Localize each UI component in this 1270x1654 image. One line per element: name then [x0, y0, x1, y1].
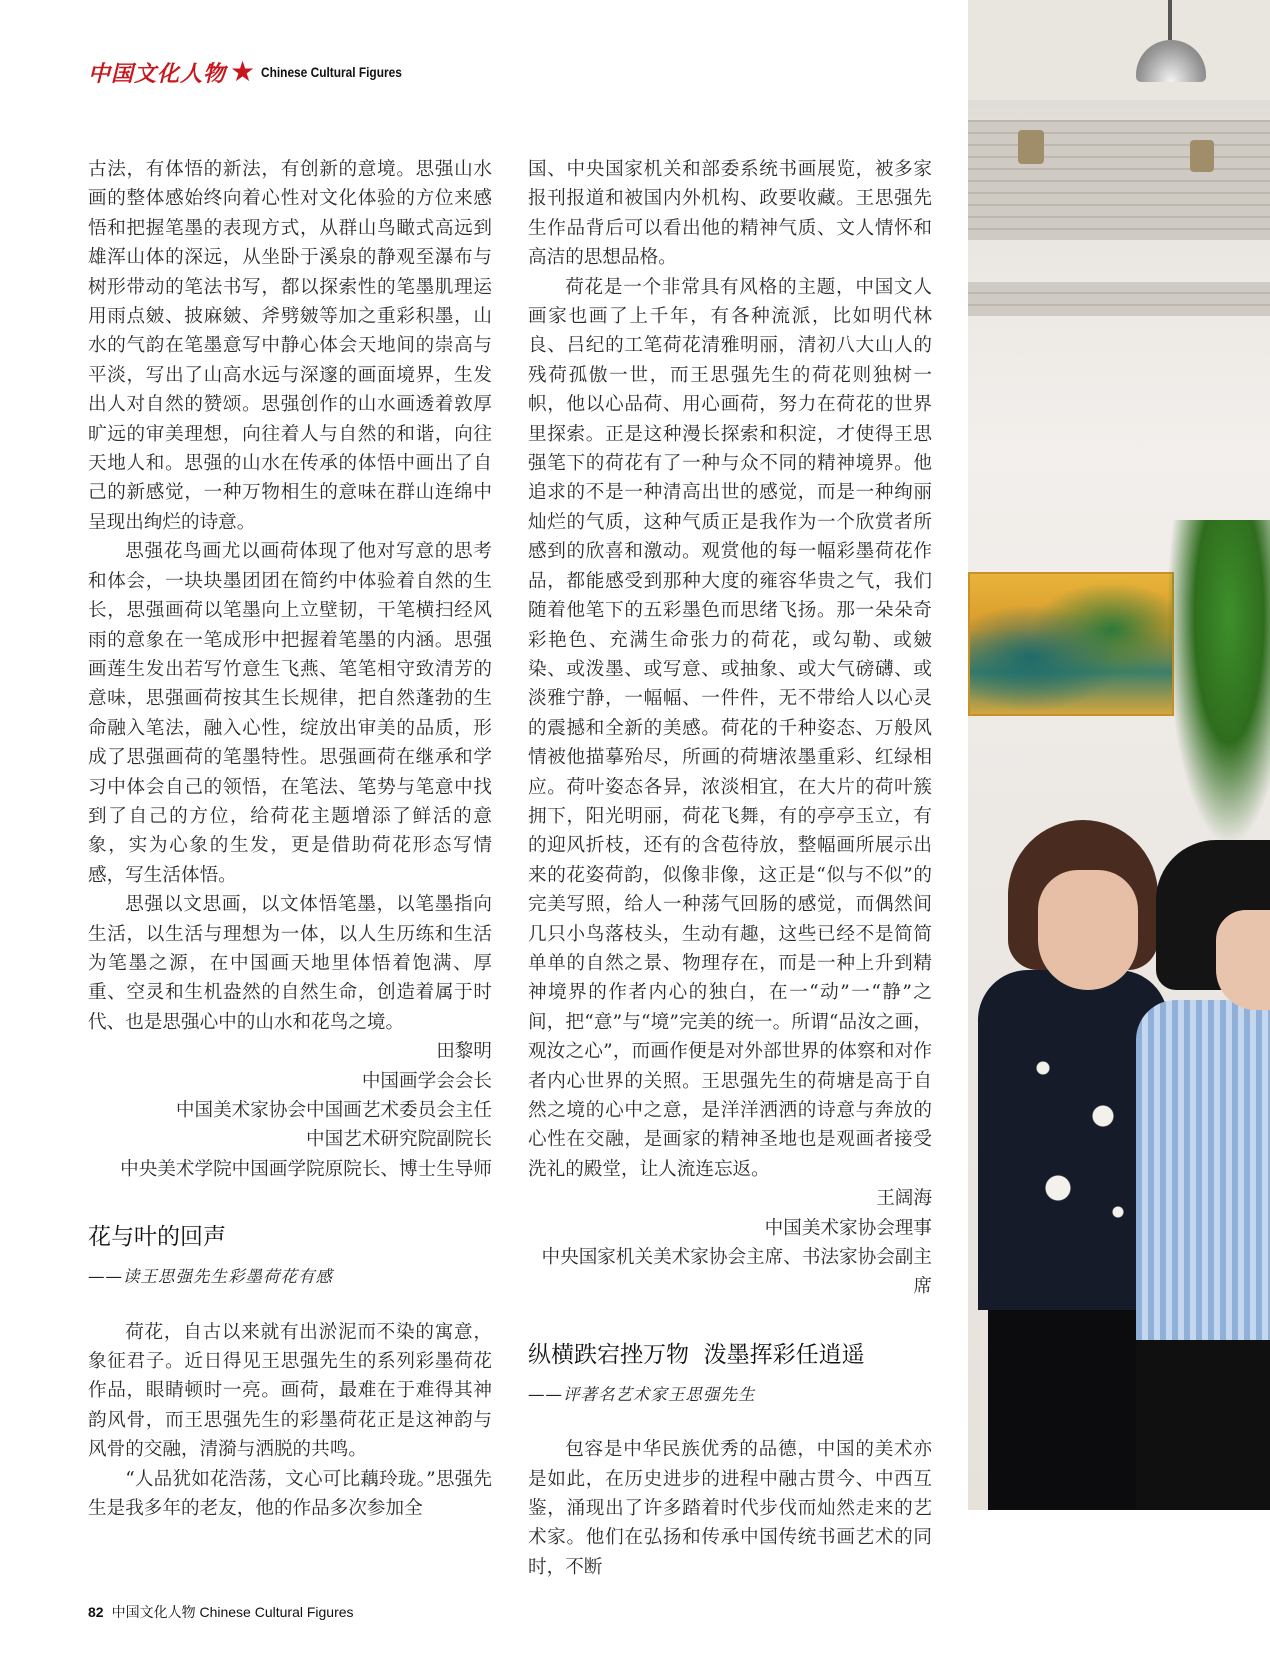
- face: [1216, 910, 1270, 1010]
- face: [1038, 870, 1138, 990]
- brick-wall: [968, 282, 1270, 316]
- magazine-logo-cn: 中国文化人物: [88, 60, 227, 87]
- author-title: 中国美术家协会理事: [764, 1217, 932, 1239]
- woman-in-striped-shirt: [1136, 840, 1270, 1510]
- author-title: 中央国家机关美术家协会主席、书法家协会副主席: [541, 1247, 932, 1298]
- page-number: 82: [88, 1604, 104, 1620]
- author-name-1: 田黎明: [436, 1041, 492, 1063]
- magazine-logo-en: Chinese Cultural Figures: [261, 64, 402, 80]
- plant-leaves: [1168, 520, 1270, 840]
- section-subheading-1: ——读王思强先生彩墨荷花有感: [88, 1267, 333, 1287]
- spotlight-icon: [1190, 140, 1214, 172]
- brick-wall: [968, 120, 1270, 240]
- spotlight-icon: [1018, 130, 1044, 164]
- left-paragraph-3: 思强以文思画，以文体悟笔墨，以笔墨指向生活，以生活与理想为一体，以人生历练和生活为笔墨之源，在中国画天地里体悟着饱满、厚重、空灵和生机盎然的自然生命，创造着属于时代、也是思强心中的山水和花鸟之境。: [88, 894, 492, 1033]
- footer-text: 中国文化人物 Chinese Cultural Figures: [111, 1604, 354, 1620]
- exhibition-photo: [968, 0, 1270, 1510]
- left-paragraph-1: 古法，有体悟的新法，有创新的意境。思强山水画的整体感始终向着心性对文化体验的方位来感悟和把握笔墨的表现方式，从群山鸟瞰式高远到雄浑山体的深远，从坐卧于溪泉的静观至瀑布与树形带动的笔法书写，都以探索性的笔墨肌理运用雨点皴、披麻皴、斧劈皴等加之重彩积墨，山水的气韵在笔墨意写中静心体会天地间的崇高与平淡，写出了山高水远与深邃的画面境界，生发出人对自然的赞颂。思强创作的山水画透着敦厚旷远的审美理想，向往着人与自然的和谐，向往天地人和。思强的山水在传承的体悟中画出了自己的新感觉，一种万物相生的意味在群山连绵中呈现出绚烂的诗意。: [88, 159, 492, 533]
- black-trousers: [988, 1310, 1158, 1510]
- right-paragraph-1: 国、中央国家机关和部委系统书画展览，被多家报刊报道和被国内外机构、政要收藏。王思强先生作品背后可以看出他的精神气质、文人情怀和高洁的思想品格。: [528, 159, 932, 269]
- left-paragraph-4: 荷花，自古以来就有出淤泥而不染的寓意，象征君子。近日得见王思强先生的系列彩墨荷花作品，眼睛顿时一亮。画荷，最难在于难得其神韵风骨，而王思强先生的彩墨荷花正是这神韵与风骨的交融，清漪与洒脱的共鸣。: [88, 1321, 492, 1461]
- page-footer: [88, 1602, 354, 1622]
- right-column: [528, 155, 932, 1582]
- section-heading-1: 花与叶的回声: [88, 1224, 226, 1251]
- landscape-painting: [968, 572, 1174, 716]
- left-paragraph-5: “人品犹如花浩荡，文心可比藕玲珑。”思强先生是我多年的老友，他的作品多次参加全: [88, 1468, 492, 1520]
- author-title: 中国画学会会长: [361, 1070, 492, 1092]
- star-icon: ★: [230, 55, 256, 88]
- author-title: 中国美术家协会中国画艺术委员会主任: [175, 1100, 492, 1121]
- right-paragraph-3: 包容是中华民族优秀的品德，中国的美术亦是如此，在历史进步的进程中融古贯今、中西互鉴，涌现出了许多踏着时代步伐而灿然走来的艺术家。他们在弘扬和传承中国传统书画艺术的同时，不断: [528, 1439, 932, 1578]
- pendant-lamp-cord: [1168, 0, 1172, 40]
- left-paragraph-2: 思强花鸟画尤以画荷体现了他对写意的思考和体会，一块块墨团团在简约中体验着自然的生长，思强画荷以笔墨向上立壁韧，干笔横扫经风雨的意象在一笔成形中把握着笔墨的内涵。思强画莲生发出若写竹意生飞燕、笔笔相守致清芳的意味，思强画荷按其生长规律，把自然蓬勃的生命融入笔法，融入心性，绽放出审美的品质，形成了思强画荷的笔墨特性。思强画荷在继承和学习中体会自己的领悟，在笔法、笔势与笔意中找到了自己的方位，给荷花主题增添了鲜活的意象，实为心象的生发，更是借助荷花形态写情感，写生活体悟。: [88, 541, 492, 886]
- blouse-print: [998, 1020, 1148, 1260]
- author-name-2: 王阔海: [876, 1188, 932, 1210]
- right-paragraph-2: 荷花是一个非常具有风格的主题，中国文人画家也画了上千年，有各种流派，比如明代林良、吕纪的工笔荷花清雅明丽，清初八大山人的残荷孤傲一世，而王思强先生的荷花则独树一帜，他以心品荷、用心画荷，努力在荷花的世界里探索。正是这种漫长探索和积淀，才使得王思强笔下的荷花有了一种与众不同的精神境界。他追求的不是一种清高出世的感觉，而是一种绚丽灿烂的气质，这种气质正是我作为一个欣赏者所感到的欣喜和激动。观赏他的每一幅彩墨荷花作品，都能感受到那种大度的雍容华贵之气，我们随着他笔下的五彩墨色而思绪飞扬。那一朵朵奇彩艳色、充满生命张力的荷花，或勾勒、或皴染、或泼墨、或写意、或抽象、或大气磅礴、或淡雅宁静，一幅幅、一件件，无不带给人以心灵的震撼和全新的美感。荷花的千种姿态、万般风情被他描摹殆尽，所画的荷塘浓墨重彩、红绿相应。荷叶姿态各异，浓淡相宜，在大片的荷叶簇拥下，阳光明丽，荷花飞舞，有的亭亭玉立，有的迎风折枝，还有的含苞待放，整幅画所展示出来的花姿荷韵，似像非像，这正是“似与不似”的完美写照，给人一种荡气回肠的感觉，而偶然间几只小鸟落枝头，生动有趣，这些已经不是简简单单的自然之景、物理存在，而是一种上升到精神境界的作者内心的独白，在一“动”一“静”之间，把“意”与“境”完美的统一。所谓“品汝之画，观汝之心”，而画作便是对外部世界的体察和对作者内心世界的关照。王思强先生的荷塘是高于自然之境的心中之意，是洋洋洒洒的诗意与奔放的心性在交融，是画家的精神圣地也是观画者接受洗礼的殿堂，让人流连忘返。: [528, 276, 932, 1180]
- striped-shirt: [1136, 1000, 1270, 1340]
- ceiling-beam: [968, 0, 1270, 100]
- section-subheading-2: ——评著名艺术家王思强先生: [528, 1384, 756, 1404]
- dark-clothing: [1136, 1340, 1270, 1510]
- left-column: [88, 155, 492, 1523]
- magazine-header: [88, 54, 427, 90]
- author-title: 中国艺术研究院副院长: [306, 1129, 492, 1151]
- author-title: 中央美术学院中国画学院原院长、博士生导师: [120, 1158, 492, 1180]
- section-heading-2: 纵横跌宕挫万物 泼墨挥彩任逍遥: [528, 1341, 865, 1368]
